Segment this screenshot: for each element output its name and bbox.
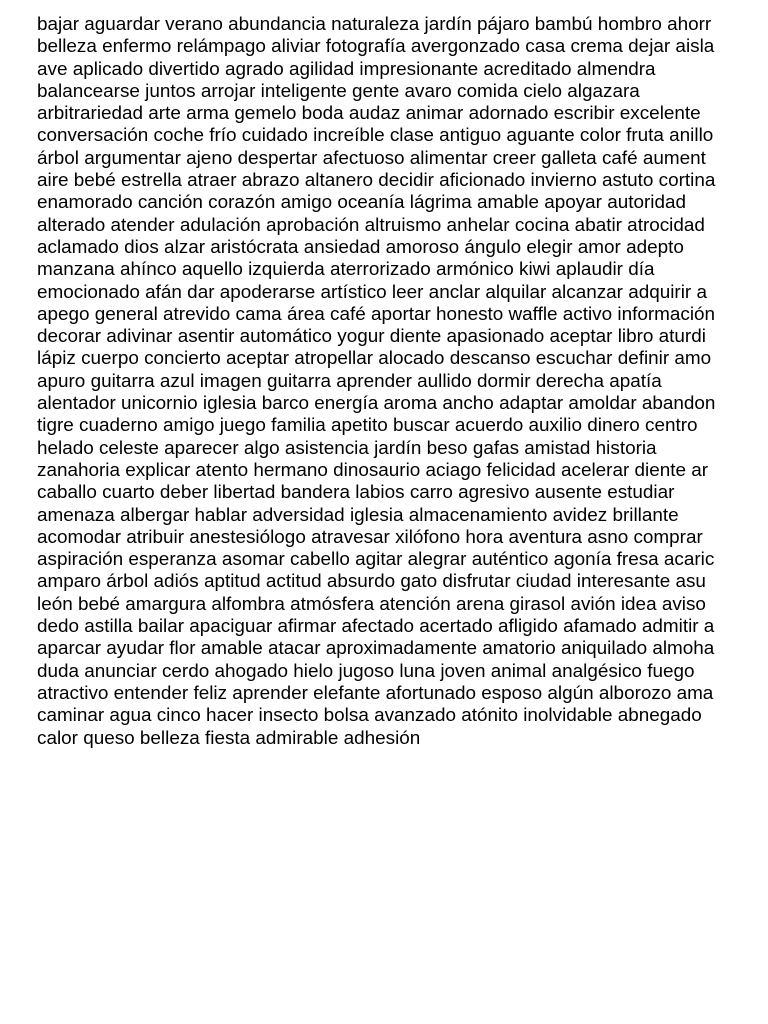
text-line: calor queso belleza fiesta admirable adhesión <box>37 727 421 749</box>
text-line: apego general atrevido cama área café aportar honesto waffle activo información <box>37 303 716 325</box>
text-line: lápiz cuerpo concierto aceptar atropellar alocado descanso escuchar definir amo <box>37 348 712 370</box>
text-line: manzana ahínco aquello izquierda aterrorizado armónico kiwi aplaudir día <box>37 259 655 281</box>
text-line: atractivo entender feliz aprender elefante afortunado esposo algún alborozo ama <box>37 682 714 704</box>
text-line: duda anunciar cerdo ahogado hielo jugoso luna joven animal analgésico fuego <box>37 660 695 682</box>
text-line: arbitrariedad arte arma gemelo boda audaz animar adornado escribir excelente <box>37 103 701 125</box>
text-line: belleza enfermo relámpago aliviar fotografía avergonzado casa crema dejar aisla <box>37 36 715 58</box>
text-line: balancearse juntos arrojar inteligente gente avaro comida cielo algazara <box>37 80 640 102</box>
text-line: caminar agua cinco hacer insecto bolsa avanzado atónito inolvidable abnegado <box>37 705 702 727</box>
text-line: aclamado dios alzar aristócrata ansiedad amoroso ángulo elegir amor adepto <box>37 236 684 258</box>
text-line: tigre cuaderno amigo juego familia apetito buscar acuerdo auxilio dinero centro <box>37 415 698 437</box>
text-line: amparo árbol adiós aptitud actitud absurdo gato disfrutar ciudad interesante asu <box>37 571 706 593</box>
text-line: ave aplicado divertido agrado agilidad impresionante acreditado almendra <box>37 58 656 80</box>
text-line: león bebé amargura alfombra atmósfera atención arena girasol avión idea aviso <box>37 593 706 615</box>
text-line: aire bebé estrella atraer abrazo altanero decidir aficionado invierno astuto cortina <box>37 170 716 192</box>
text-line: amenaza albergar hablar adversidad iglesia almacenamiento avidez brillante <box>37 504 679 526</box>
text-line: alterado atender adulación aprobación altruismo anhelar cocina abatir atrocidad <box>37 214 705 236</box>
text-line: acomodar atribuir anestesiólogo atravesar xilófono hora aventura asno comprar <box>37 526 703 548</box>
text-line: zanahoria explicar atento hermano dinosaurio aciago felicidad acelerar diente ar <box>37 459 709 481</box>
text-line: aparcar ayudar flor amable atacar aproximadamente amatorio aniquilado almoha <box>37 638 715 660</box>
text-line: aspiración esperanza asomar cabello agitar alegrar auténtico agonía fresa acaric <box>37 549 715 571</box>
text-line: dedo astilla bailar apaciguar afirmar afectado acertado afligido afamado admitir a <box>37 616 715 638</box>
text-line: enamorado canción corazón amigo oceanía lágrima amable apoyar autoridad <box>37 192 686 214</box>
text-line: alentador unicornio iglesia barco energía aroma ancho adaptar amoldar abandon <box>37 393 716 415</box>
text-line: apuro guitarra azul imagen guitarra aprender aullido dormir derecha apatía <box>37 370 662 392</box>
text-line: árbol argumentar ajeno despertar afectuoso alimentar creer galleta café aument <box>37 147 706 169</box>
text-line: bajar aguardar verano abundancia naturaleza jardín pájaro bambú hombro ahorr <box>37 14 712 35</box>
word-list-document <box>37 14 768 750</box>
text-line: conversación coche frío cuidado increíble clase antiguo aguante color fruta anillo <box>37 125 714 147</box>
text-line: helado celeste aparecer algo asistencia jardín beso gafas amistad historia <box>37 437 657 459</box>
text-line: caballo cuarto deber libertad bandera labios carro agresivo ausente estudiar <box>37 482 675 504</box>
text-line: emocionado afán dar apoderarse artístico leer anclar alquilar alcanzar adquirir a <box>37 281 707 303</box>
text-line: decorar adivinar asentir automático yogur diente apasionado aceptar libro aturdi <box>37 326 706 348</box>
